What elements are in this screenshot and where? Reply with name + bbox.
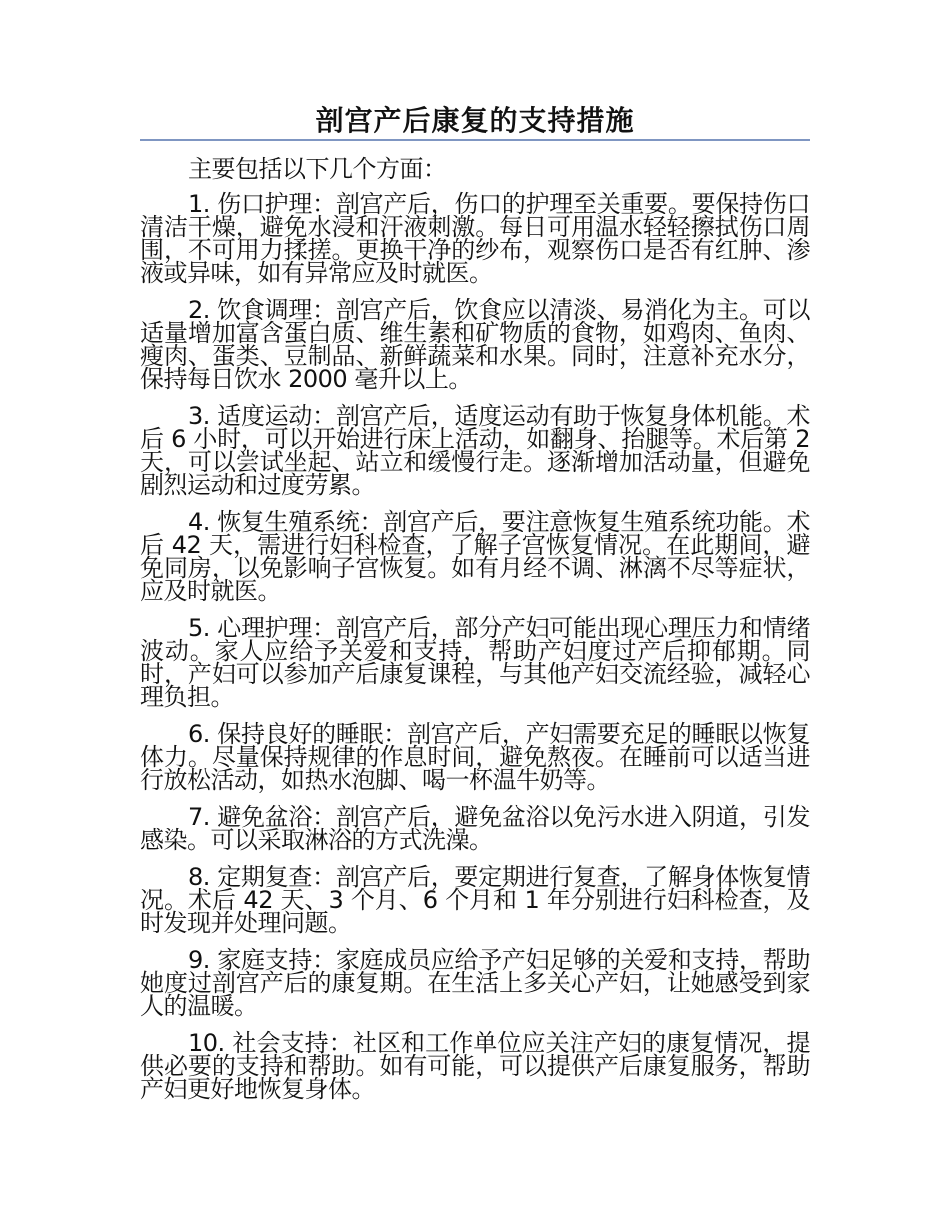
document-title: 剖宫产后康复的支持措施 bbox=[315, 104, 635, 137]
paragraph-sleep: 6. 保持良好的睡眠：剖宫产后，产妇需要充足的睡眠以恢复体力。尽量保持规律的作息时间，避免熬夜。在睡前可以适当进行放松活动，如热水泡脚、喝一杯温牛奶等。 bbox=[140, 720, 810, 794]
paragraph-family-support: 9. 家庭支持：家庭成员应给予产妇足够的关爱和支持，帮助她度过剖宫产后的康复期。在生活上多关心产妇，让她感受到家人的温暖。 bbox=[140, 946, 810, 1020]
paragraph-checkups: 8. 定期复查：剖宫产后，要定期进行复查，了解身体恢复情况。术后 42 天、3 个月、6 个月和 1 年分别进行妇科检查，及时发现并处理问题。 bbox=[140, 863, 810, 937]
paragraph-avoid-bath: 7. 避免盆浴：剖宫产后，避免盆浴以免污水进入阴道，引发感染。可以采取淋浴的方式洗澡。 bbox=[140, 803, 810, 854]
paragraph-wound-care: 1. 伤口护理：剖宫产后，伤口的护理至关重要。要保持伤口清洁干燥，避免水浸和汗液刺激。每日可用温水轻轻擦拭伤口周围，不可用力揉搓。更换干净的纱布，观察伤口是否有红肿、渗液或异味，如有异常应及时就医。 bbox=[140, 190, 810, 287]
paragraph-diet: 2. 饮食调理：剖宫产后，饮食应以清淡、易消化为主。可以适量增加富含蛋白质、维生素和矿物质的食物，如鸡肉、鱼肉、瘦肉、蛋类、豆制品、新鲜蔬菜和水果。同时，注意补充水分，保持每日饮水 2000 毫升以上。 bbox=[140, 296, 810, 393]
paragraph-social-support: 10. 社会支持：社区和工作单位应关注产妇的康复情况，提供必要的支持和帮助。如有可能，可以提供产后康复服务，帮助产妇更好地恢复身体。 bbox=[140, 1029, 810, 1103]
paragraph-reproductive-recovery: 4. 恢复生殖系统：剖宫产后，要注意恢复生殖系统功能。术后 42 天，需进行妇科检查，了解子宫恢复情况。在此期间，避免同房，以免影响子宫恢复。如有月经不调、淋漓不尽等症状，应及时就医。 bbox=[140, 508, 810, 605]
title-underline-rule bbox=[140, 139, 810, 141]
document-body bbox=[140, 155, 810, 1115]
paragraph-exercise: 3. 适度运动：剖宫产后，适度运动有助于恢复身体机能。术后 6 小时，可以开始进行床上活动，如翻身、抬腿等。术后第 2 天，可以尝试坐起、站立和缓慢行走。逐渐增加活动量，但避免剧烈运动和过度劳累。 bbox=[140, 402, 810, 499]
paragraph-psychological-care: 5. 心理护理：剖宫产后，部分产妇可能出现心理压力和情绪波动。家人应给予关爱和支持，帮助产妇度过产后抑郁期。同时，产妇可以参加产后康复课程，与其他产妇交流经验，减轻心理负担。 bbox=[140, 614, 810, 711]
intro-paragraph: 主要包括以下几个方面： bbox=[188, 155, 447, 183]
